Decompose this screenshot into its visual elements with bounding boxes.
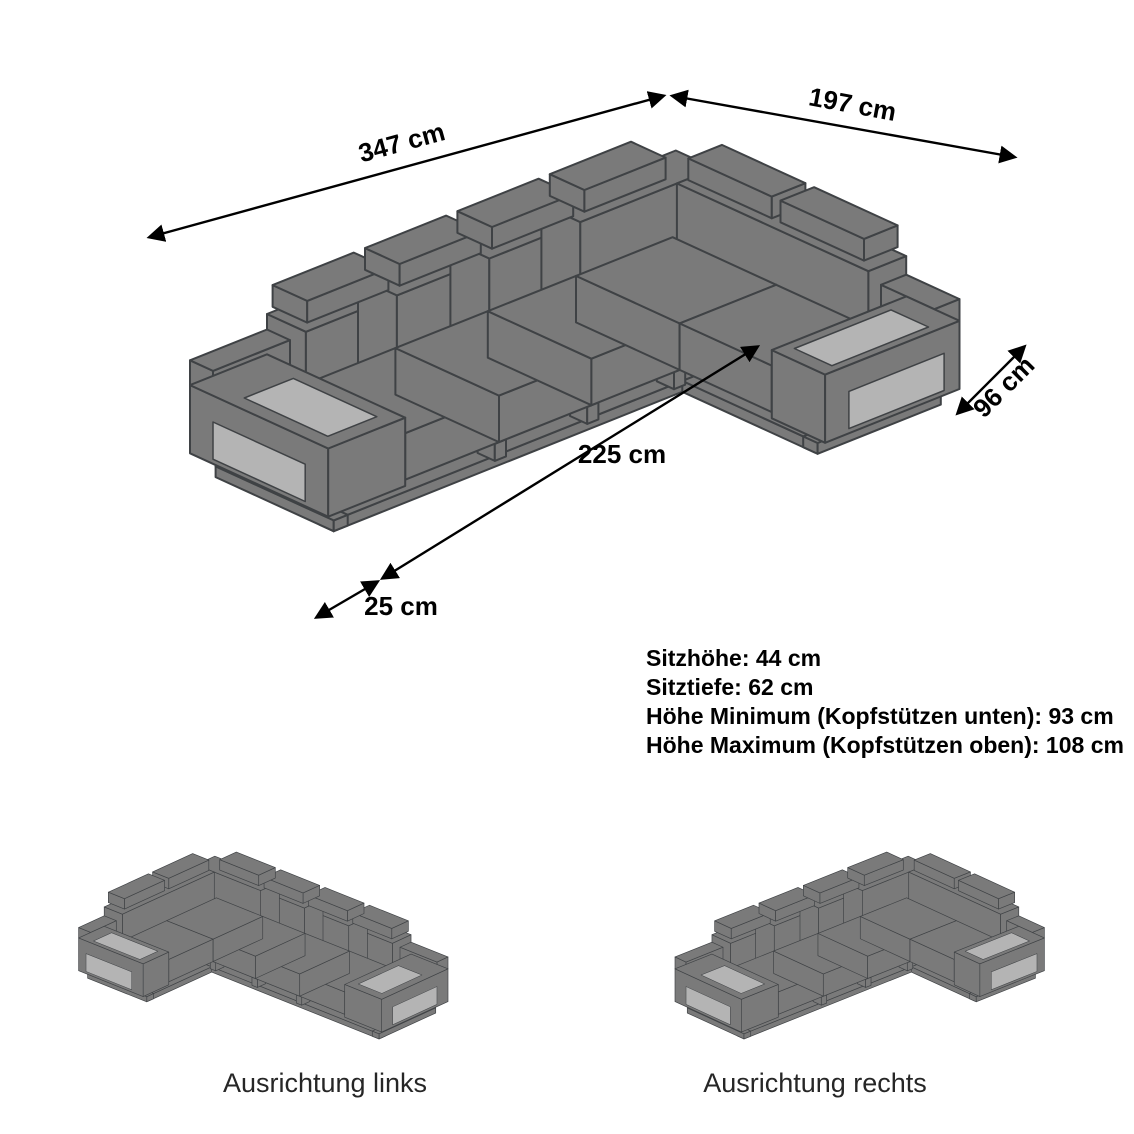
orientation-left-sofa-illustration xyxy=(79,852,448,1039)
main-sofa-illustration xyxy=(190,142,960,532)
dimension-label-total-depth: 197 cm xyxy=(806,81,899,127)
spec-line-seat-depth: Sitztiefe: 62 cm xyxy=(646,674,814,700)
dimension-label-total-width: 347 cm xyxy=(355,116,449,169)
orientation-right-sofa-illustration xyxy=(675,852,1044,1039)
dimension-label-base-inset: 25 cm xyxy=(364,591,438,621)
dimension-spec-block xyxy=(646,644,1124,760)
spec-line-height-max: Höhe Maximum (Kopfstützen oben): 108 cm xyxy=(646,732,1124,758)
spec-line-seat-height: Sitzhöhe: 44 cm xyxy=(646,645,822,671)
spec-line-height-min: Höhe Minimum (Kopfstützen unten): 93 cm xyxy=(646,703,1114,729)
dimension-label-wing-depth: 96 cm xyxy=(966,349,1041,424)
dimension-label-front-length: 225 cm xyxy=(577,439,667,469)
orientation-left-label: Ausrichtung links xyxy=(222,1068,428,1098)
orientation-right-label: Ausrichtung rechts xyxy=(703,1068,927,1098)
